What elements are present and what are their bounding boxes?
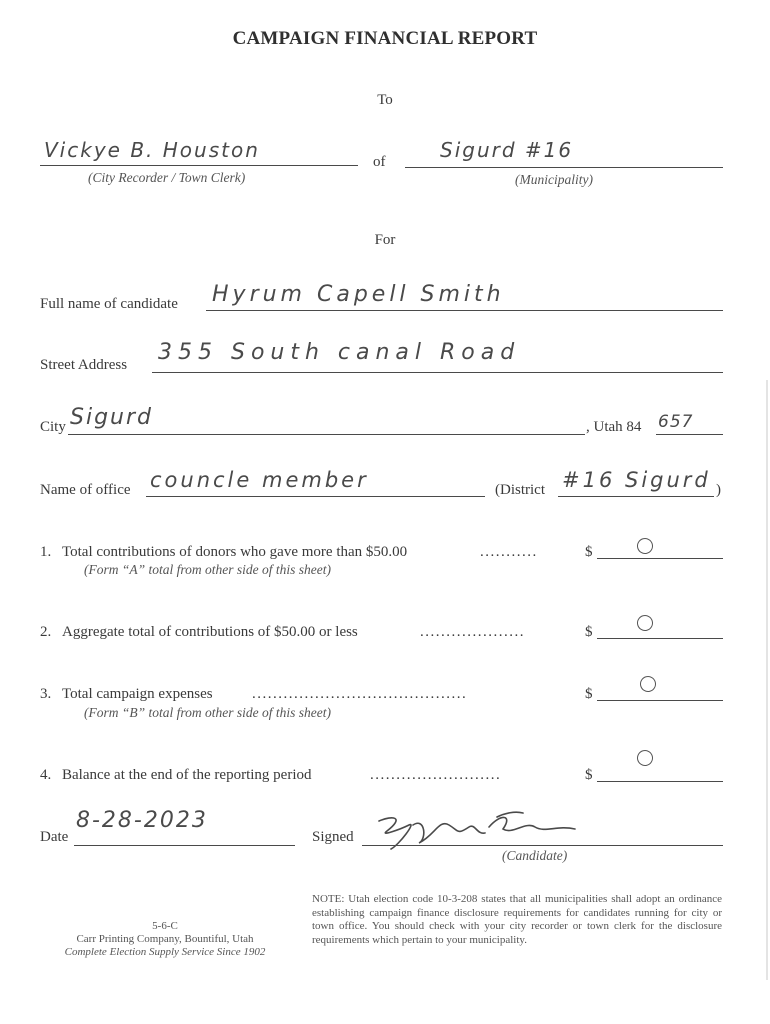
district-line bbox=[558, 496, 714, 497]
form-code: 5-6-C bbox=[152, 920, 178, 932]
zip-line bbox=[656, 434, 723, 435]
city-label: City bbox=[40, 419, 66, 435]
municipality-line bbox=[405, 167, 723, 168]
item-2-dollar: $ bbox=[585, 624, 593, 640]
street-line bbox=[152, 372, 723, 373]
page-title: CAMPAIGN FINANCIAL REPORT bbox=[232, 28, 538, 49]
date-line bbox=[74, 845, 295, 846]
item-1-value-mark bbox=[635, 536, 655, 556]
item-3-dots: ......................................... bbox=[252, 686, 468, 702]
item-4-value[interactable] bbox=[637, 750, 638, 751]
office-line bbox=[146, 496, 485, 497]
item-2-value-mark bbox=[635, 613, 655, 633]
office-field[interactable]: councle member bbox=[150, 468, 369, 492]
item-1-line bbox=[597, 558, 723, 559]
candidate-name-label: Full name of candidate bbox=[40, 296, 178, 312]
item-3-dollar: $ bbox=[585, 686, 593, 702]
candidate-name-field[interactable]: Hyrum Capell Smith bbox=[212, 282, 505, 307]
recorder-field[interactable]: Vickye B. Houston bbox=[44, 138, 260, 162]
state-zip-label: , Utah 84 bbox=[586, 419, 642, 435]
item-1-sublabel: (Form “A” total from other side of this sheet) bbox=[84, 562, 331, 577]
city-line bbox=[68, 434, 585, 435]
item-1-dots: ........... bbox=[480, 544, 538, 560]
street-field[interactable]: 355 South canal Road bbox=[158, 340, 521, 365]
item-2-number: 2. bbox=[40, 624, 52, 640]
zip-field[interactable]: 657 bbox=[658, 412, 694, 432]
date-field[interactable]: 8-28-2023 bbox=[76, 808, 208, 833]
printer-name: Carr Printing Company, Bountiful, Utah bbox=[76, 933, 254, 945]
recorder-caption: (City Recorder / Town Clerk) bbox=[88, 170, 246, 185]
item-4-dots: ......................... bbox=[370, 767, 502, 783]
municipality-field[interactable]: Sigurd #16 bbox=[440, 138, 574, 162]
item-3-number: 3. bbox=[40, 686, 52, 702]
district-close: ) bbox=[716, 482, 721, 498]
item-3-sublabel: (Form “B” total from other side of this sheet) bbox=[84, 705, 331, 720]
item-1-number: 1. bbox=[40, 544, 52, 560]
street-label: Street Address bbox=[40, 357, 128, 373]
signed-label: Signed bbox=[312, 829, 354, 845]
item-4-value-mark bbox=[635, 748, 655, 768]
candidate-name-line bbox=[206, 310, 723, 311]
page-edge-shadow bbox=[766, 380, 768, 980]
item-2-value[interactable] bbox=[637, 615, 638, 616]
item-4-line bbox=[597, 781, 723, 782]
of-label: of bbox=[373, 154, 386, 170]
item-4-dollar: $ bbox=[585, 767, 593, 783]
recorder-line bbox=[40, 165, 358, 166]
district-label: (District bbox=[495, 482, 545, 498]
item-2-dots: .................... bbox=[420, 624, 525, 640]
district-field[interactable]: #16 Sigurd bbox=[562, 468, 711, 492]
item-4-number: 4. bbox=[40, 767, 52, 783]
date-label: Date bbox=[40, 829, 69, 845]
candidate-caption: (Candidate) bbox=[502, 848, 568, 863]
municipality-caption: (Municipality) bbox=[515, 172, 593, 187]
item-3-line bbox=[597, 700, 723, 701]
item-3-value-mark bbox=[638, 674, 658, 694]
office-label: Name of office bbox=[40, 482, 131, 498]
item-3-label: Total campaign expenses bbox=[62, 686, 213, 702]
signature-line bbox=[362, 845, 723, 846]
item-1-label: Total contributions of donors who gave more than $50.00 bbox=[62, 544, 408, 560]
for-label: For bbox=[374, 232, 396, 248]
city-field[interactable]: Sigurd bbox=[70, 405, 153, 430]
item-1-dollar: $ bbox=[585, 544, 593, 560]
to-label: To bbox=[377, 92, 393, 108]
item-2-line bbox=[597, 638, 723, 639]
item-1-value[interactable] bbox=[637, 538, 638, 539]
item-4-label: Balance at the end of the reporting period bbox=[62, 767, 312, 783]
legal-note: NOTE: Utah election code 10-3-208 states that all municipalities shall adopt an ordinance establishing campaign finance disclosure requirements for candidates running for city or town office. You should check with your city recorder or town clerk for the disclosure requirements which pertain to your municipality. bbox=[312, 893, 722, 946]
item-3-value[interactable] bbox=[640, 676, 641, 677]
item-2-label: Aggregate total of contributions of $50.00 or less bbox=[62, 624, 358, 640]
printer-tagline: Complete Election Supply Service Since 1902 bbox=[64, 946, 266, 958]
